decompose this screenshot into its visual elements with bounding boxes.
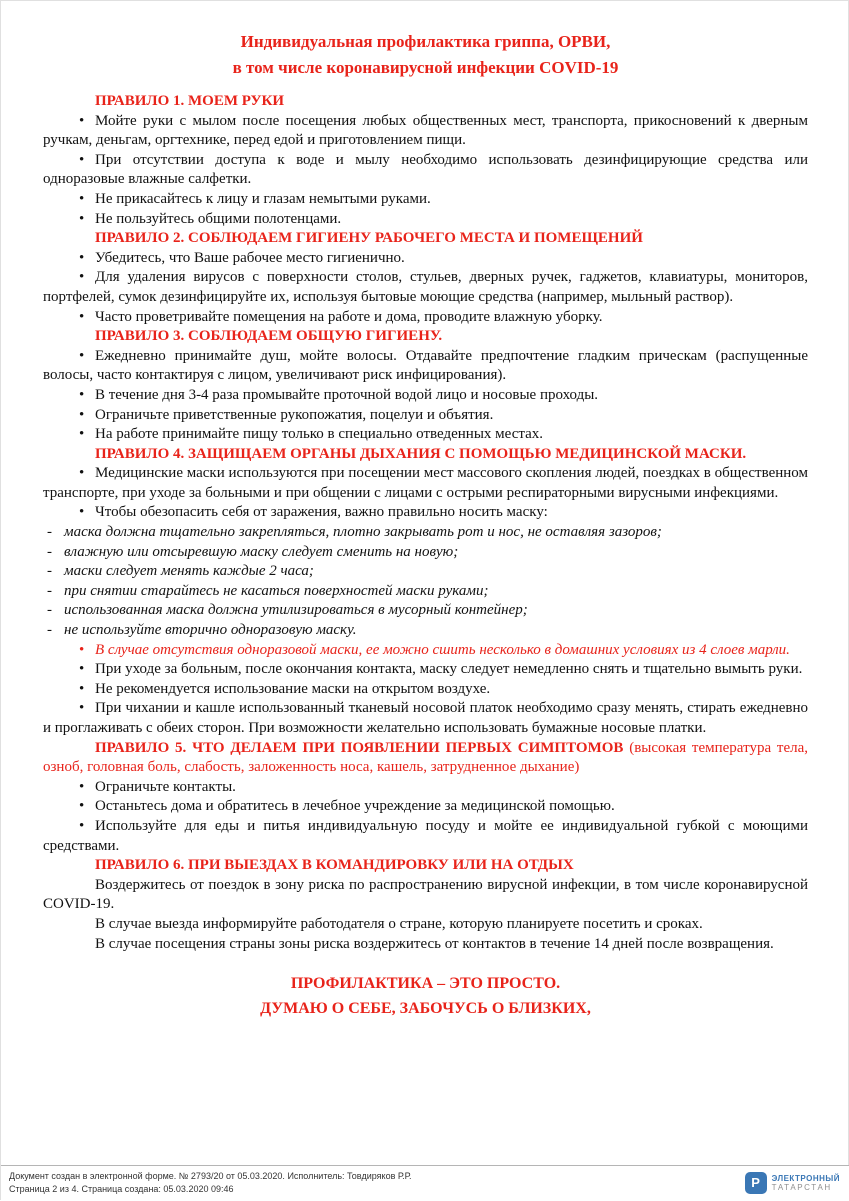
list-item [43, 268, 808, 307]
bullet-icon: • [79, 680, 85, 697]
bullet-icon: • [79, 778, 85, 795]
item-text: Ограничьте приветственные рукопожатия, поцелуи и объятия. [95, 406, 494, 423]
item-text: На работе принимайте пищу только в специально отведенных местах. [95, 426, 543, 443]
bullet-icon: • [79, 504, 85, 521]
item-text: Не рекомендуется использование маски на открытом воздухе. [95, 680, 491, 697]
list-item [43, 915, 808, 935]
document-body [43, 92, 808, 954]
list-item [43, 151, 808, 190]
bullet-icon: • [79, 269, 85, 286]
list-item [43, 386, 808, 406]
item-text: Ограничьте контакты. [95, 778, 236, 795]
list-item [43, 249, 808, 269]
document-page [1, 1, 849, 1201]
dash-icon: - [47, 602, 52, 619]
list-item [43, 464, 808, 503]
bullet-icon: • [79, 112, 85, 129]
item-text: Убедитесь, что Ваше рабочее место гигиенично. [95, 249, 405, 266]
logo-text [772, 1174, 840, 1192]
footer-bar [1, 1165, 849, 1201]
item-text: В случае выезда информируйте работодателя о стране, которую планируете посетить и сроках. [95, 915, 703, 932]
section-heading-5 [43, 739, 808, 778]
item-text: Воздержитесь от поездок в зону риска по распространению вирусной инфекции, в том числе коронавирусной COVID-19. [43, 876, 808, 913]
item-text: Используйте для еды и питья индивидуальную посуду и мойте ее индивидуальной губкой с моющими средствами. [43, 817, 808, 854]
sub-list-item [43, 523, 808, 543]
list-item [43, 210, 808, 230]
page-title [43, 29, 808, 80]
bullet-icon: • [79, 661, 85, 678]
item-text: Чтобы обезопасить себя от заражения, важно правильно носить маску: [95, 504, 548, 521]
section-heading-text: ПРАВИЛО 6. ПРИ ВЫЕЗДАХ В КОМАНДИРОВКУ ИЛИ НА ОТДЫХ [95, 857, 574, 874]
list-item [43, 797, 808, 817]
item-text: Для удаления вирусов с поверхности столов, стульев, дверных ручек, гаджетов, клавиатуры, мониторов, портфелей, сумок дезинфицируйте их, используя бытовые моющие средства (например, мыльный раствор). [43, 269, 808, 305]
item-text: При чихании и кашле использованный тканевый носовой платок необходимо сразу менять, стирать ежедневно и проглаживать с обеих сторон. При возможности желательно использовать бумажные носовые платки. [43, 700, 808, 736]
sub-list-item [43, 543, 808, 563]
item-text: Мойте руки с мылом после посещения любых общественных мест, транспорта, прикосновений к дверным ручкам, деньгам, оргтехнике, перед едой и приготовлением пищи. [43, 112, 808, 149]
list-item [43, 641, 808, 661]
item-text: Не прикасайтесь к лицу и глазам немытыми руками. [95, 190, 431, 207]
item-text: Не пользуйтесь общими полотенцами. [95, 210, 342, 227]
section-heading-text: ПРАВИЛО 4. ЗАЩИЩАЕМ ОРГАНЫ ДЫХАНИЯ С ПОМОЩЬЮ МЕДИЦИНСКОЙ МАСКИ. [95, 445, 747, 462]
section-heading-1 [43, 92, 808, 112]
list-item [43, 347, 808, 386]
item-text: не используйте вторично одноразовую маску. [64, 622, 357, 639]
footer-notes [9, 1170, 411, 1196]
section-heading-text: ПРАВИЛО 2. СОБЛЮДАЕМ ГИГИЕНУ РАБОЧЕГО МЕСТА И ПОМЕЩЕНИЙ [95, 230, 643, 247]
logo-icon: Р [745, 1172, 767, 1194]
section-heading-3 [43, 327, 808, 347]
item-text: влажную или отсыревшую маску следует сменить на новую; [64, 543, 459, 560]
list-item [43, 699, 808, 738]
bullet-icon: • [79, 151, 85, 168]
section-heading-text: ПРАВИЛО 1. МОЕМ РУКИ [95, 93, 285, 109]
list-item [43, 308, 808, 328]
closing-block [43, 972, 808, 1022]
bullet-icon: • [79, 426, 85, 443]
sub-list-item [43, 601, 808, 621]
dash-icon: - [47, 622, 52, 639]
list-item [43, 425, 808, 445]
section-heading-text: ПРАВИЛО 5. ЧТО ДЕЛАЕМ ПРИ ПОЯВЛЕНИИ ПЕРВЫХ СИМПТОМОВ [95, 739, 624, 756]
list-item [43, 935, 808, 955]
list-item [43, 778, 808, 798]
dash-icon: - [47, 582, 52, 599]
page-title-line2: в том числе коронавирусной инфекции COVID-19 [232, 57, 619, 77]
bullet-icon: • [79, 798, 85, 815]
bullet-icon: • [79, 249, 85, 266]
bullet-icon: • [79, 406, 85, 423]
bullet-icon: • [79, 700, 85, 717]
closing-line-1: ПРОФИЛАКТИКА – ЭТО ПРОСТО. [290, 975, 561, 993]
item-text: Медицинские маски используются при посещении мест массового скопления людей, поездках в общественном транспорте, при уходе за больными и при общении с лицами с острыми респираторными вирусными инфекциями. [43, 465, 808, 501]
bullet-icon: • [79, 817, 85, 834]
section-heading-note: (высокая температура тела, озноб, головная боль, слабость, заложенность носа, кашель, затрудненное дыхание) [43, 739, 808, 776]
bullet-icon: • [79, 190, 85, 207]
page-title-line1: Индивидуальная профилактика гриппа, ОРВИ, [240, 32, 611, 51]
logo-text-bottom: ТАТАРСТАН [771, 1182, 832, 1192]
item-text: при снятии старайтесь не касаться поверхностей маски руками; [64, 582, 489, 599]
item-text: Ежедневно принимайте душ, мойте волосы. Отдавайте предпочтение гладким прическам (распущенные волосы, часто контактируя с лицом, увеличивают риск инфицирования). [43, 347, 808, 384]
item-text: маски следует менять каждые 2 часа; [64, 563, 314, 580]
section-heading-2 [43, 229, 808, 249]
bullet-icon: • [79, 465, 85, 482]
dash-icon: - [47, 524, 52, 541]
bullet-icon: • [79, 210, 85, 227]
bullet-icon: • [79, 347, 85, 364]
item-text: При отсутствии доступа к воде и мылу необходимо использовать дезинфицирующие средства или одноразовые влажные салфетки. [43, 151, 808, 188]
section-heading-4 [43, 445, 808, 465]
list-item [43, 680, 808, 700]
dash-icon: - [47, 543, 52, 560]
item-text: В случае посещения страны зоны риска воздержитесь от контактов в течение 14 дней после возвращения. [95, 935, 774, 952]
sub-list-item [43, 562, 808, 582]
section-heading-text: ПРАВИЛО 3. СОБЛЮДАЕМ ОБЩУЮ ГИГИЕНУ. [95, 328, 443, 345]
item-text: При уходе за больным, после окончания контакта, маску следует немедленно снять и тщательно вымыть руки. [95, 661, 803, 678]
section-heading-6 [43, 856, 808, 876]
item-text: Останьтесь дома и обратитесь в лечебное учреждение за медицинской помощью. [95, 798, 615, 815]
bullet-icon: • [79, 386, 85, 403]
item-text: В случае отсутствия одноразовой маски, ее можно сшить несколько в домашних условиях из 4 слоев марли. [95, 641, 790, 658]
list-item [43, 660, 808, 680]
list-item [43, 876, 808, 915]
dash-icon: - [47, 563, 52, 580]
footer-page-info: Страница 2 из 4. Страница создана: 05.03.2020 09:46 [9, 1183, 234, 1194]
list-item [43, 817, 808, 856]
bullet-icon: • [79, 641, 85, 658]
footer-doc-info: Документ создан в электронной форме. № 2793/20 от 05.03.2020. Исполнитель: Товдиряков Р.Р. [9, 1170, 412, 1181]
sub-list-item [43, 621, 808, 641]
list-item [43, 112, 808, 151]
closing-line-2: ДУМАЮ О СЕБЕ, ЗАБОЧУСЬ О БЛИЗКИХ, [260, 999, 591, 1017]
item-text: В течение дня 3-4 раза промывайте проточной водой лицо и носовые проходы. [95, 386, 599, 403]
item-text: Часто проветривайте помещения на работе и дома, проводите влажную уборку. [95, 308, 603, 325]
list-item [43, 190, 808, 210]
bullet-icon: • [79, 308, 85, 325]
electronic-tatarstan-logo [745, 1172, 840, 1194]
item-text: использованная маска должна утилизироваться в мусорный контейнер; [64, 602, 528, 619]
item-text: маска должна тщательно закрепляться, плотно закрывать рот и нос, не оставляя зазоров; [64, 524, 662, 541]
list-item [43, 503, 808, 523]
sub-list-item [43, 582, 808, 602]
logo-text-top: ЭЛЕКТРОННЫЙ [771, 1173, 840, 1183]
list-item [43, 406, 808, 426]
